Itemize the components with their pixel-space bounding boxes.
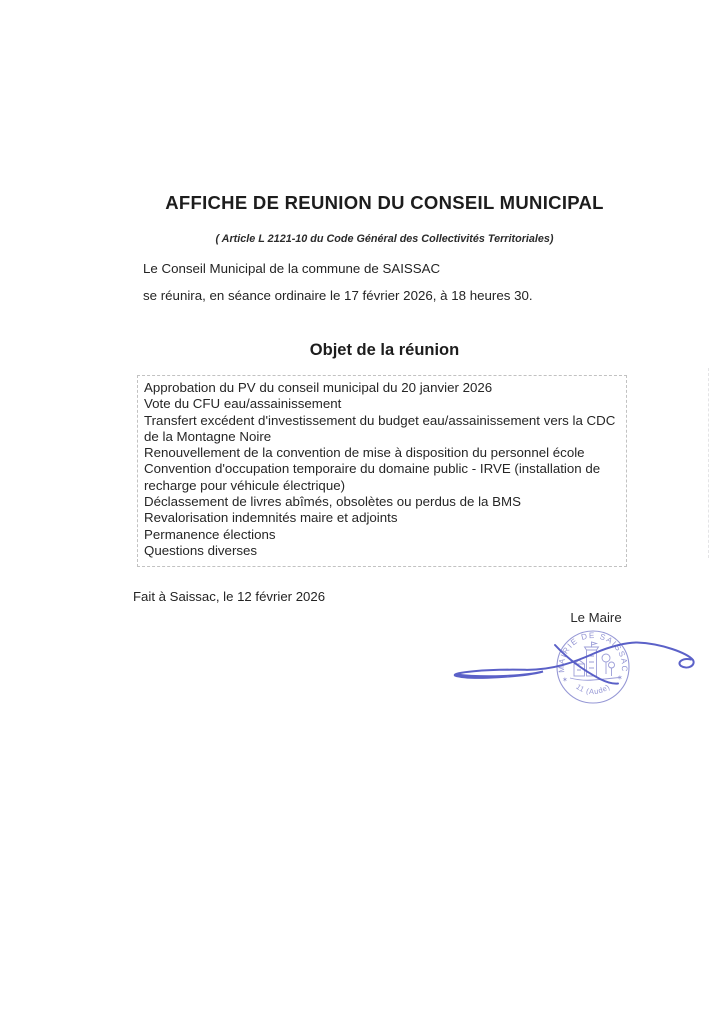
intro-line-1: Le Conseil Municipal de la commune de SAISSAC bbox=[143, 261, 441, 276]
stamp-and-signature bbox=[425, 600, 720, 725]
agenda-item: Approbation du PV du conseil municipal du 20 janvier 2026 bbox=[144, 380, 493, 395]
agenda-box bbox=[137, 375, 627, 567]
scan-artifact-line bbox=[708, 368, 709, 558]
place-date-line: Fait à Saissac, le 12 février 2026 bbox=[133, 589, 326, 604]
document-subtitle: ( Article L 2121-10 du Code Général des Collectivités Territoriales) bbox=[215, 233, 554, 245]
stamp-star-right-icon: ✶ bbox=[617, 675, 623, 682]
stamp-star-left-icon: ✶ bbox=[562, 677, 568, 684]
agenda-item: Questions diverses bbox=[144, 542, 258, 558]
intro-line-2: se réunira, en séance ordinaire le 17 février 2026, à 18 heures 30. bbox=[143, 288, 533, 303]
agenda-item: Permanence élections bbox=[144, 526, 276, 542]
signature-ink-icon bbox=[455, 643, 694, 684]
svg-text:11 (Aude) bbox=[574, 682, 611, 696]
agenda-heading: Objet de la réunion bbox=[309, 341, 460, 359]
stamp-text-bottom: 11 (Aude) bbox=[574, 682, 612, 697]
stamp-text-top: MAIRIE DE SAISSAC bbox=[556, 631, 630, 674]
document-title: AFFICHE DE REUNION DU CONSEIL MUNICIPAL bbox=[165, 192, 604, 213]
svg-text:MAIRIE DE SAISSAC bbox=[557, 631, 629, 673]
agenda-item: Transfert excédent d'investissement du budget eau/assainissement vers la CDC de la Montagne Noire bbox=[144, 412, 616, 444]
agenda-item: Renouvellement de la convention de mise à disposition du personnel école bbox=[144, 445, 585, 461]
agenda-item: Convention d'occupation temporaire du domaine public - IRVE (installation de recharge pour véhicule électrique) bbox=[144, 461, 601, 493]
signer-title: Le Maire bbox=[570, 610, 622, 625]
agenda-item: Revalorisation indemnités maire et adjoints bbox=[144, 510, 398, 526]
agenda-item: Déclassement de livres abîmés, obsolètes ou perdus de la BMS bbox=[144, 494, 521, 510]
agenda-item: Vote du CFU eau/assainissement bbox=[144, 396, 342, 412]
